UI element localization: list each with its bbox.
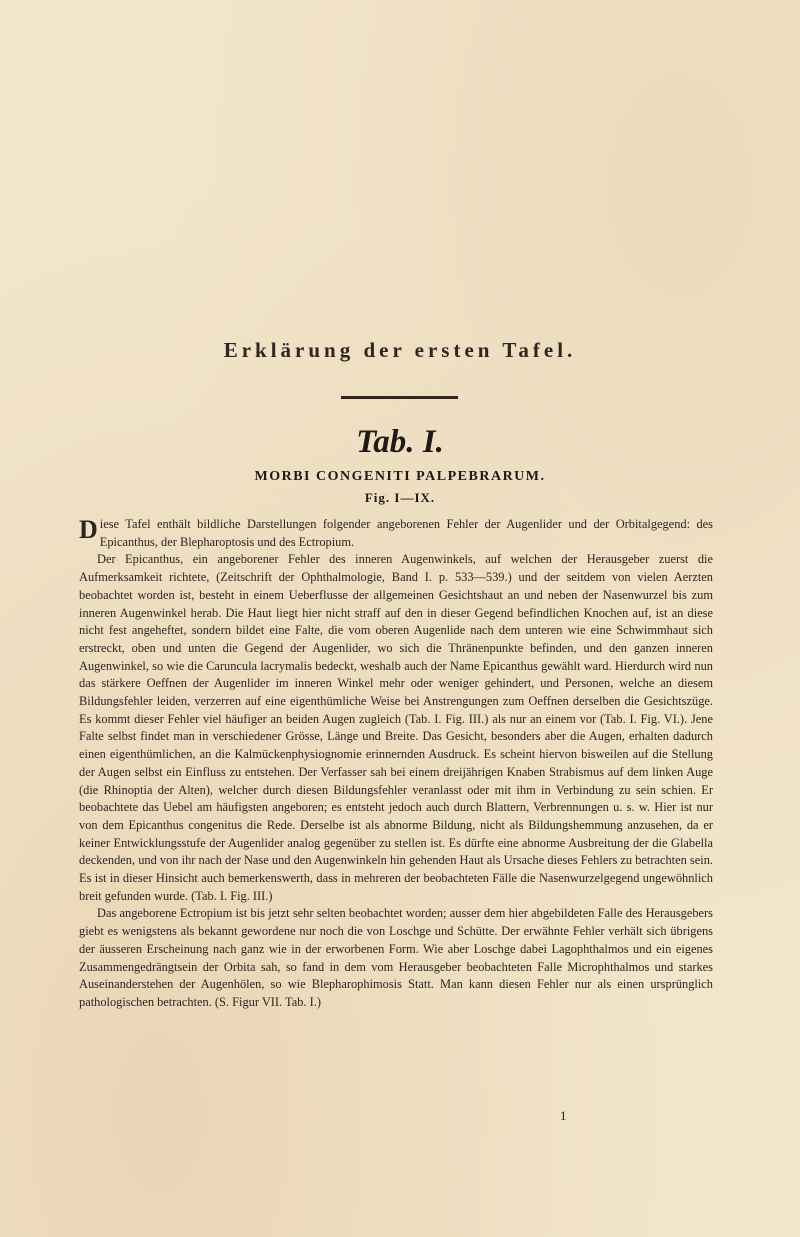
- section-subheading: MORBI CONGENITI PALPEBRARUM.: [254, 469, 546, 484]
- paragraph-epicanthus: Der Epicanthus, ein angeborener Fehler des inneren Augenwinkels, auf welchen der Herausgeber zuerst die Aufmerksamkeit richtete, (Zeitschrift der Ophthalmologie, Band I. p. 533—539.) und der seitdem von vielen Aerzten beobachtet worden ist, besteht in einem Ueberflusse der allgemeinen Gesichtshaut an und neben der Nasenwurzel bis zum inneren Augenwinkel herab. Die Haut liegt hier nicht straff auf den in dieser Gegend befindlichen Knochen auf, ist an diese nicht fest angeheftet, sondern bildet eine Falte, die vom oberen Augenlide nach dem unteren wie eine Schwimmhaut sich erstreckt, oben und unten die Gegend der Augenlider, wo sich die Thränenpunkte befinden, und den ganzen inneren Augenwinkel, so wie die Caruncula lacrymalis bedeckt, weshalb auch der Name Epicanthus gewählt ward. Hierdurch wird nun das stärkere Oeffnen der Augenlider im inneren Winkel mehr oder weniger gehindert, und Personen, welche an diesem Bildungsfehler leiden, verzerren auf eine eigenthümliche Weise bei Anstrengungen zum Oeffnen derselben die Gesichtszüge. Es kommt dieser Fehler viel häufiger an beiden Augen zugleich (Tab. I. Fig. III.) als nur an einem vor (Tab. I. Fig. VI.). Jene Falte selbst findet man in verschiedener Grösse, Länge und Breite. Das Gesicht, besonders aber die Augen, erhalten dadurch einen eigenthümlichen, an die Kalmückenphysiognomie erinnernden Ausdruck. Es scheint hiervon bisweilen auf die Stellung der Augen selbst ein Einfluss zu entstehen. Der Verfasser sah bei einem dreijährigen Knaben Strabismus auf dem linken Auge (die Rhinoptia der Alten), welcher durch diesen Bildungsfehler veranlasst oder mit ihm in Verbindung zu sein schien. Er beobachtete das Uebel am häufigsten angeboren; es entsteht jedoch auch durch Blattern, Verbrennungen u. s. w. Hier ist nur von dem Epicanthus congenitus die Rede. Derselbe ist als abnorme Bildung, nicht als Bildungshemmung anzusehen, da er keiner Entwicklungsstufe der Augenlider analog gegenüber zu stellen ist. Es dürfte eine abnorme Ausbreitung der die Glabella deckenden, und von ihr nach der Nase und den Augenwinkeln hin gehenden Haut als Ursache dieses Fehlers zu betrachten sein. Es ist in dieser Hinsicht auch bemerkenswerth, dass in mehreren der beobachteten Fälle die Nasenwurzelgegend ungewöhnlich breit gefunden wurde. (Tab. I. Fig. III.): [79, 552, 713, 903]
- page-number: 1: [560, 1108, 567, 1123]
- plate-heading: Tab. I.: [356, 424, 444, 460]
- body-text: [79, 516, 713, 1012]
- title-divider: [341, 396, 458, 399]
- paragraph-ectropium: Das angeborene Ectropium ist bis jetzt sehr selten beobachtet worden; ausser dem hier abgebildeten Falle des Herausgebers giebt es wenigstens als bekannt gewordene nur noch die von Loschge und Schütte. Der erwähnte Fehler verhält sich übrigens der äusseren Erscheinung nach ganz wie in der erworbenen Form. Wie aber Loschge dabei Lagophthalmos und ein eigenes Zusammengedrängtsein der Orbita sah, so fand in dem vom Herausgeber beobachteten Falle Microphthalmos und starkes Auseinanderstehen der Augenhölen, so wie Blepharophimosis Statt. Man kann diesen Fehler nur als einen ursprünglich pathologischen betrachten. (S. Figur VII. Tab. I.): [79, 906, 713, 1009]
- page-title: Erklärung der ersten Tafel.: [223, 338, 577, 362]
- paragraph-intro-text: iese Tafel enthält bildliche Darstellungen folgender angeborenen Fehler der Augenlider und der Orbitalgegend: des Epicanthus, der Blepharoptosis und des Ectropium.: [99, 517, 713, 549]
- drop-cap: D: [79, 515, 98, 544]
- paragraph-intro: [79, 516, 713, 551]
- figure-range: Fig. I—IX.: [364, 490, 436, 505]
